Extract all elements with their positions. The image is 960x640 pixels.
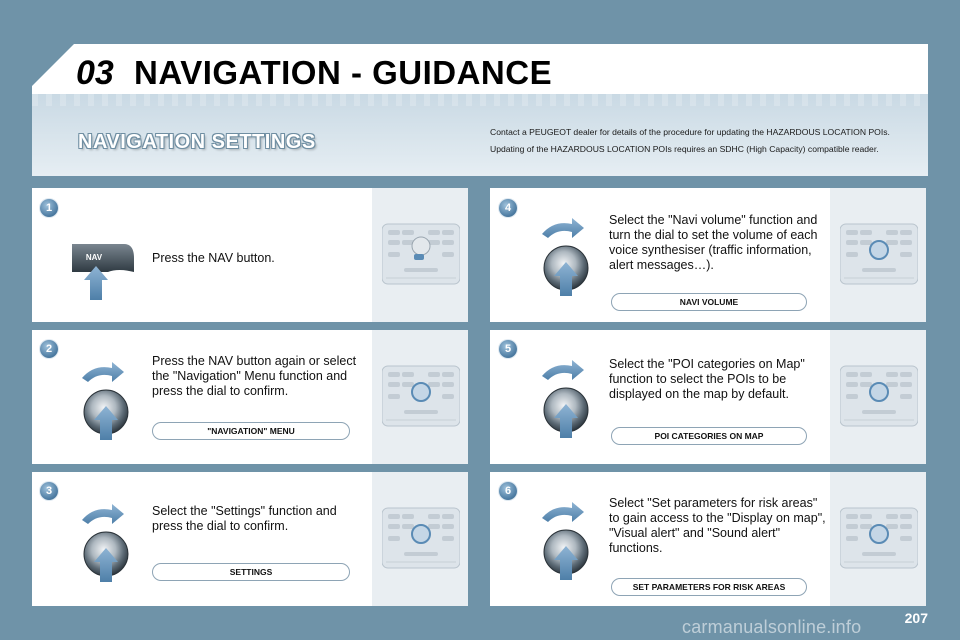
header-corner <box>32 44 74 86</box>
info-line: Updating of the HAZARDOUS LOCATION POIs requires an SDHC (High Capacity) compatible reader. <box>490 144 879 154</box>
step-badge-6: 6 <box>499 482 517 500</box>
console-image <box>830 330 926 464</box>
step-6-text: Select "Set parameters for risk areas" to gain access to the "Display on map", "Visual alert" and "Sound alert" functions. <box>609 496 826 555</box>
console-image <box>372 472 468 606</box>
console-image <box>830 188 926 322</box>
step-2-text: Press the NAV button again or select the "Navigation" Menu function and press the dial to confirm. <box>152 354 357 398</box>
step-badge-1: 1 <box>40 199 58 217</box>
step-1-text: Press the NAV button. <box>152 251 275 265</box>
step-badge-4: 4 <box>499 199 517 217</box>
menu-label-risk-areas: SET PARAMETERS FOR RISK AREAS <box>611 578 807 596</box>
dial-icon <box>536 500 600 580</box>
step-badge-5: 5 <box>499 340 517 358</box>
console-image <box>372 188 468 322</box>
info-text <box>490 124 920 158</box>
step-panel-3 <box>32 472 468 606</box>
watermark: carmanualsonline.info <box>682 617 862 637</box>
step-5-text: Select the "POI categories on Map" function to select the POIs to be displayed on the map by default. <box>609 357 805 401</box>
console-icon <box>840 222 918 286</box>
nav-button-icon <box>68 236 140 300</box>
step-badge-2: 2 <box>40 340 58 358</box>
console-icon <box>382 506 460 570</box>
chapter-number: 03 <box>76 54 114 92</box>
step-3-text: Select the "Settings" function and press the dial to confirm. <box>152 504 337 533</box>
console-icon <box>840 506 918 570</box>
page-number: 207 <box>904 610 928 626</box>
menu-label-navigation: "NAVIGATION" MENU <box>152 422 350 440</box>
step-4-text: Select the "Navi volume" function and turn the dial to set the volume of each voice synthesiser (traffic information, alert messages…). <box>609 213 818 272</box>
console-image <box>372 330 468 464</box>
menu-label-navi-volume: NAVI VOLUME <box>611 293 807 311</box>
page-title: NAVIGATION - GUIDANCE <box>134 54 553 91</box>
console-icon <box>382 364 460 428</box>
console-icon <box>840 364 918 428</box>
dial-icon <box>536 216 600 296</box>
dial-icon <box>76 502 140 582</box>
menu-label-poi-categories: POI CATEGORIES ON MAP <box>611 427 807 445</box>
menu-label-settings: SETTINGS <box>152 563 350 581</box>
info-line: Contact a PEUGEOT dealer for details of the procedure for updating the HAZARDOUS LOCATION POIs. <box>490 127 890 137</box>
dial-icon <box>536 358 600 438</box>
nav-button-label: NAV <box>85 253 103 262</box>
step-badge-3: 3 <box>40 482 58 500</box>
section-title: NAVIGATION SETTINGS <box>78 131 316 153</box>
console-icon <box>382 222 460 286</box>
console-image <box>830 472 926 606</box>
dial-icon <box>76 360 140 440</box>
